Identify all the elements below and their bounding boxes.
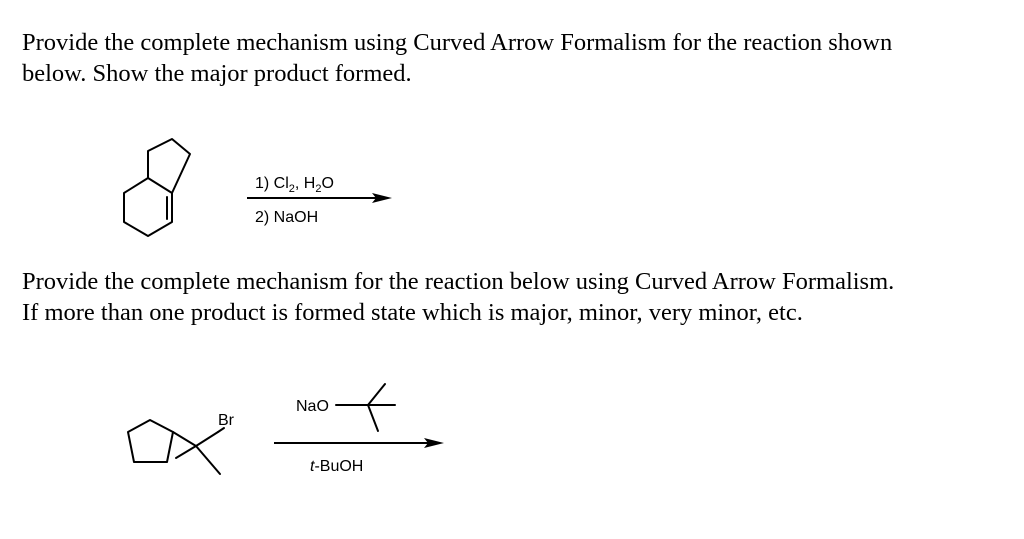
reagent-step-1: 1) $Cl_2$, $H_2O$: [255, 175, 334, 195]
solvent-label: t-BuOH: [310, 458, 364, 475]
base-label: NaO: [296, 398, 329, 415]
tertiary-alkyl-bromide-structure: [128, 420, 224, 474]
question-2-line-1: Provide the complete mechanism for the reaction below using Curved Arrow Formalism.: [22, 268, 895, 295]
tert-butyl-group: [336, 384, 395, 431]
bromine-label: Br: [218, 412, 234, 429]
reagent-step-2: 2) NaOH: [255, 209, 319, 226]
question-2-line-2: If more than one product is formed state which is major, minor, very minor, etc.: [22, 299, 803, 326]
question-1-line-2: below. Show the major product formed.: [22, 60, 412, 87]
reaction-arrow-2: [274, 438, 444, 448]
question-1-line-1: Provide the complete mechanism using Curved Arrow Formalism for the reaction shown: [22, 29, 893, 56]
